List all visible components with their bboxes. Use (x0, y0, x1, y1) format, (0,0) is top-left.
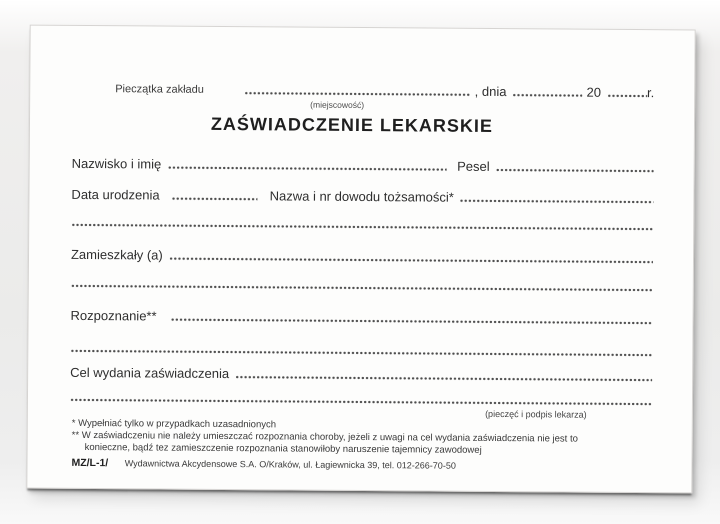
stamp-label: Pieczątka zakładu (115, 83, 204, 96)
footer-row (71, 457, 455, 472)
purpose-fill-line (235, 375, 652, 382)
signature-fill-line (70, 398, 652, 406)
address-continuation-fill-line (71, 284, 653, 292)
diagnosis-label: Rozpoznanie** (70, 307, 157, 324)
day-fill-line (512, 93, 582, 98)
address-label: Zamieszkały (a) (70, 246, 163, 263)
id-document-label: Nazwa i nr dowodu tożsamości* (269, 188, 454, 205)
birthdate-id-row (71, 188, 653, 206)
date-prefix-label: , dnia (474, 83, 507, 100)
name-fill-line (167, 166, 447, 172)
form-code-label: MZ/L-1/ (71, 456, 109, 470)
name-pesel-row (72, 157, 654, 175)
year-suffix-label: r. (646, 85, 655, 101)
footnote-double-asterisk: ** W zaświadczeniu nie należy umieszczać rozpoznania choroby, jeżeli z uwagi na cel wydania zaświadczenia nie jest to konieczne, bądź tez zamieszczenie rozpoznania stanowiłoby naruszenie tajemnicy zawodowej (71, 429, 578, 456)
diagnosis-row (71, 309, 653, 327)
signature-hint-label: (pieczęć i podpis lekarza) (485, 408, 587, 420)
place-hint-label: (miejscowość) (310, 99, 365, 111)
birthdate-fill-line (172, 197, 258, 202)
diagnosis-fill-line (171, 318, 653, 326)
diagnosis-continuation-fill-line (70, 349, 652, 357)
birthdate-label: Data urodzenia (71, 186, 160, 203)
pesel-label: Pesel (457, 158, 490, 174)
form-title: ZAŚWIADCZENIE LEKARSKIE (210, 113, 494, 136)
publisher-label: Wydawnictwa Akcydensowe S.A. O/Kraków, ul. Łagiewnicka 39, tel. 012-266-70-50 (124, 458, 456, 471)
purpose-row (70, 366, 652, 384)
pesel-fill-line (496, 168, 654, 173)
name-label: Nazwisko i imię (71, 155, 162, 172)
purpose-label: Cel wydania zaświadczenia (70, 364, 230, 382)
address-row (71, 248, 653, 266)
stamp-date-row (72, 82, 654, 100)
medical-certificate-form (26, 25, 695, 494)
footnote-single-asterisk: * Wypełniać tylko w przypadkach uzasadnionych (71, 417, 277, 431)
address-fill-line (169, 257, 653, 265)
id-document-fill-line (460, 199, 654, 204)
year-fill-line (607, 94, 647, 98)
id-continuation-fill-line (71, 223, 653, 231)
place-fill-line (244, 91, 471, 97)
year-prefix-label: 20 (586, 84, 602, 100)
